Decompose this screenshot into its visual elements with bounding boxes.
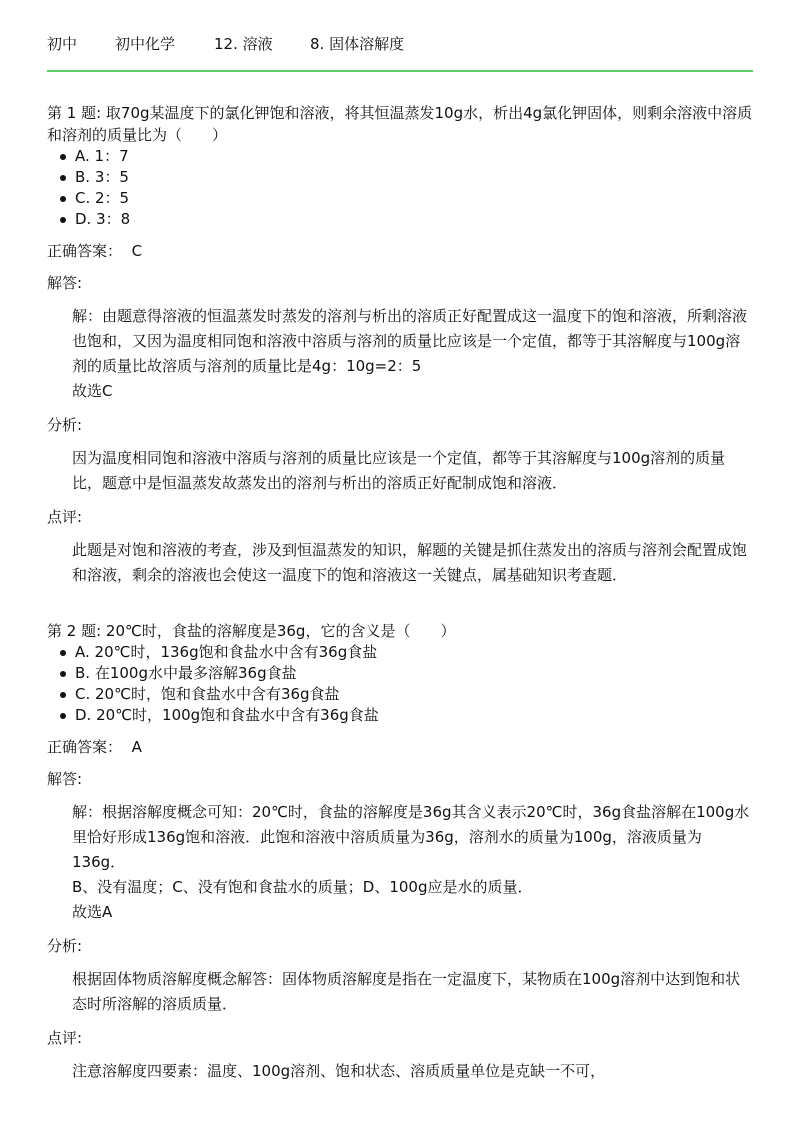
explain-conclusion: 故选A: [72, 903, 113, 921]
option-a[interactable]: A. 20℃时，136g饱和食盐水中含有36g食盐: [75, 642, 753, 663]
comment-label: 点评:: [47, 1029, 83, 1047]
explain-label: 解答:: [47, 770, 83, 788]
comment-text: 注意溶解度四要素：温度、100g溶剂、饱和状态、溶质质量单位是克缺一不可，: [72, 1062, 606, 1080]
correct-answer-label: 正确答案：: [47, 738, 123, 756]
explain-paragraph: 解：根据溶解度概念可知：20℃时，食盐的溶解度是36g其含义表示20℃时，36g食盐溶解在100g水里恰好形成136g饱和溶液．此饱和溶液中溶质质量为36g，溶剂水的质量为100g，溶液质量为136g．: [72, 803, 750, 871]
breadcrumb-level[interactable]: 初中: [47, 35, 78, 53]
explain-body: [47, 304, 753, 404]
options-list: [47, 146, 753, 230]
correct-answer-label: 正确答案：: [47, 242, 123, 260]
options-list: [47, 642, 753, 726]
question-title: 第 1 题: 取70g某温度下的氯化钾饱和溶液，将其恒温蒸发10g水，析出4g氯化钾固体，则剩余溶液中溶质和溶剂的质量比为（ ）: [47, 104, 753, 144]
analysis-text: 根据固体物质溶解度概念解答：固体物质溶解度是指在一定温度下，某物质在100g溶剂中达到饱和状态时所溶解的溶质质量．: [72, 970, 741, 1013]
analysis-body: [47, 967, 753, 1017]
correct-answer: [47, 736, 753, 758]
explain-paragraph: B、没有温度；C、没有饱和食盐水的质量；D、100g应是水的质量．: [72, 878, 533, 896]
correct-answer: [47, 240, 753, 262]
explain-conclusion: 故选C: [72, 382, 113, 400]
option-b[interactable]: B. 在100g水中最多溶解36g食盐: [75, 663, 753, 684]
comment-body: [47, 1059, 753, 1084]
page: [47, 0, 753, 1084]
option-d[interactable]: D. 3：8: [75, 209, 753, 230]
option-c[interactable]: C. 2：5: [75, 188, 753, 209]
explain-label: 解答:: [47, 274, 83, 292]
question-title: 第 2 题: 20℃时，食盐的溶解度是36g，它的含义是（ ）: [47, 622, 456, 640]
header-divider: [47, 70, 753, 72]
option-b[interactable]: B. 3：5: [75, 167, 753, 188]
analysis-text: 因为温度相同饱和溶液中溶质与溶剂的质量比应该是一个定值，都等于其溶解度与100g溶剂的质量比，题意中是恒温蒸发故蒸发出的溶剂与析出的溶质正好配制成饱和溶液．: [72, 449, 726, 492]
analysis-label: 分析:: [47, 416, 83, 434]
breadcrumb-topic[interactable]: 8. 固体溶解度: [310, 35, 405, 53]
question-1: [47, 102, 753, 588]
correct-answer-value: C: [131, 242, 143, 260]
option-a[interactable]: A. 1：7: [75, 146, 753, 167]
comment-label: 点评:: [47, 508, 83, 526]
correct-answer-value: A: [131, 738, 142, 756]
analysis-label: 分析:: [47, 937, 83, 955]
comment-text: 此题是对饱和溶液的考查，涉及到恒温蒸发的知识，解题的关键是抓住蒸发出的溶质与溶剂会配置成饱和溶液，剩余的溶液也会使这一温度下的饱和溶液这一关键点，属基础知识考查题．: [72, 541, 748, 584]
option-c[interactable]: C. 20℃时，饱和食盐水中含有36g食盐: [75, 684, 753, 705]
option-d[interactable]: D. 20℃时，100g饱和食盐水中含有36g食盐: [75, 705, 753, 726]
explain-paragraph: 解：由题意得溶液的恒温蒸发时蒸发的溶剂与析出的溶质正好配置成这一温度下的饱和溶液，所剩溶液也饱和，又因为温度相同饱和溶液中溶质与溶剂的质量比应该是一个定值，都等于其溶解度与100g溶剂的质量比故溶质与溶剂的质量比是4g：10g=2：5: [72, 307, 748, 375]
comment-body: [47, 538, 753, 588]
breadcrumb-chapter[interactable]: 12. 溶液: [214, 35, 273, 53]
question-2: [47, 620, 753, 1084]
analysis-body: [47, 446, 753, 496]
explain-body: [47, 800, 753, 925]
breadcrumb-subject[interactable]: 初中化学: [115, 35, 176, 53]
breadcrumb: [47, 33, 753, 73]
